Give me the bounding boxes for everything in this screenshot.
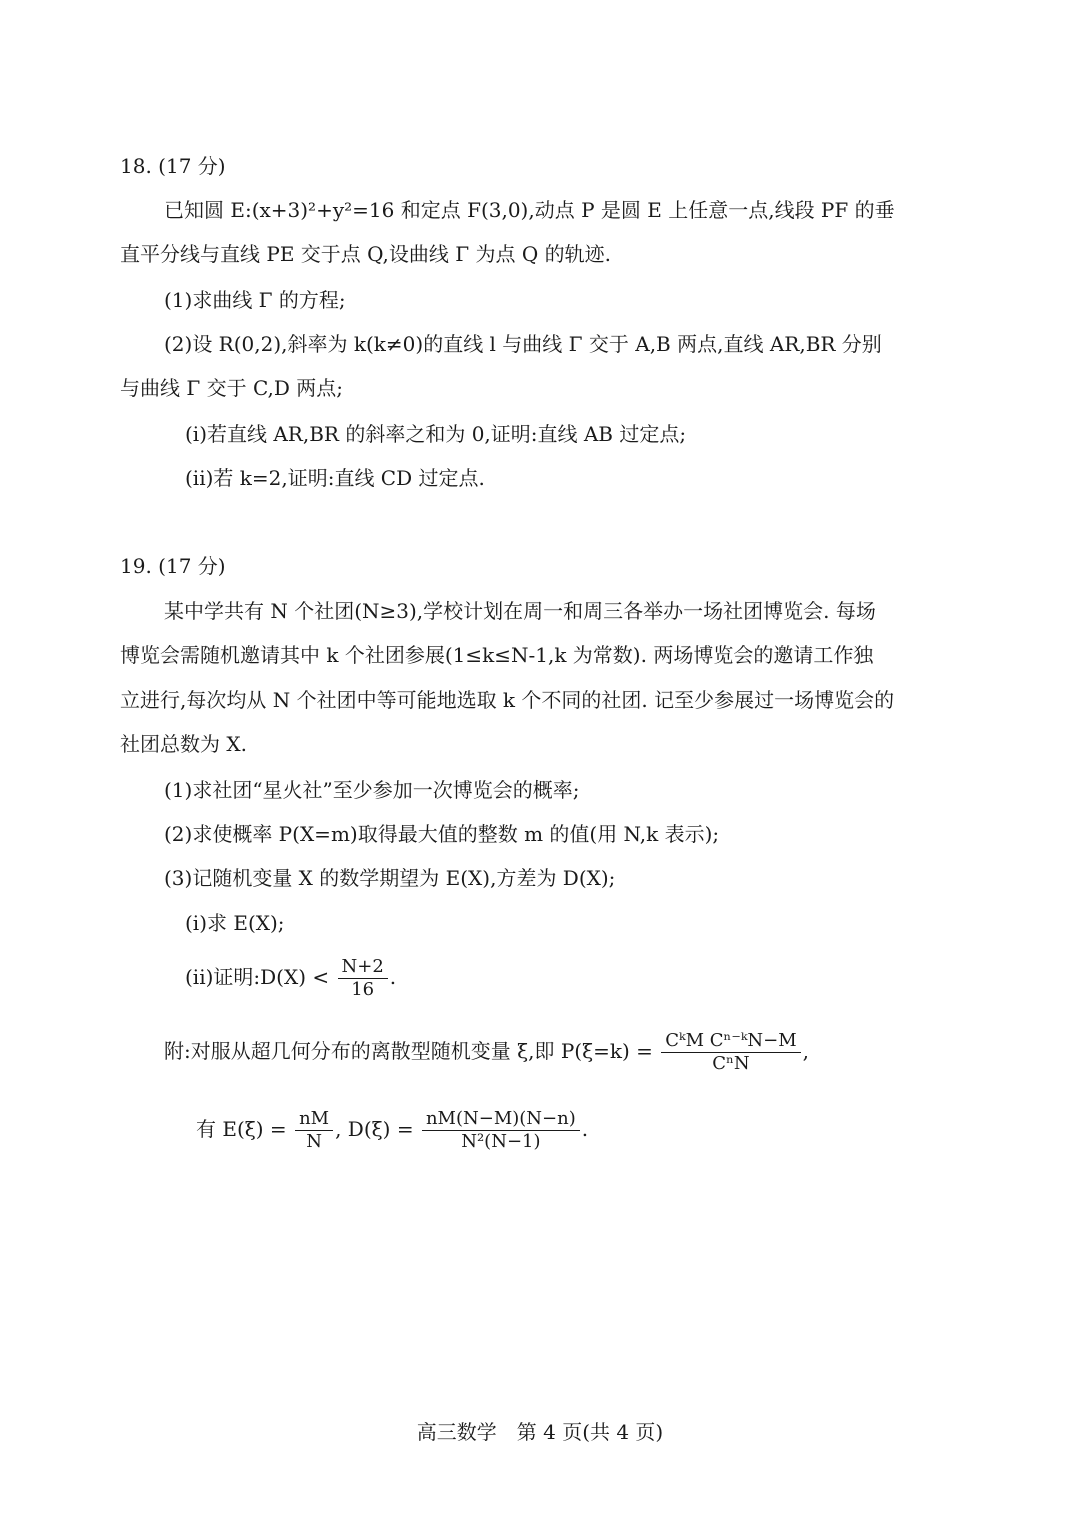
page-footer: 高三数学 第 4 页(共 4 页)	[416, 1420, 664, 1444]
fraction-numerator: nM(N−M)(N−n)	[422, 1108, 580, 1131]
q19-appendix-suffix: ,	[802, 1039, 810, 1063]
q19-appendix-prefix: 附:对服从超几何分布的离散型随机变量 ξ,即 P(ξ=k) =	[164, 1039, 653, 1063]
q19-appendix-fraction	[661, 1030, 800, 1075]
q19-formulas	[196, 1108, 588, 1153]
q19-part3-ii	[185, 956, 396, 1001]
q19-part1: (1)求社团“星火社”至少参加一次博览会的概率;	[164, 778, 580, 802]
q19-part2: (2)求使概率 P(X=m)取得最大值的整数 m 的值(用 N,k 表示);	[164, 822, 720, 846]
formula-suffix: .	[581, 1117, 589, 1141]
q19-part3-ii-prefix: (ii)证明:D(X) <	[185, 965, 330, 989]
q19-stem-line2: 博览会需随机邀请其中 k 个社团参展(1≤k≤N-1,k 为常数). 两场博览会的邀请工作独	[120, 643, 874, 667]
formula-mid: , D(ξ) =	[335, 1117, 414, 1141]
fraction-denominator: 16	[351, 979, 375, 1000]
q19-part3-ii-suffix: .	[389, 965, 397, 989]
q18-header: 18. (17 分)	[120, 154, 226, 178]
q19-part3-i: (i)求 E(X);	[185, 911, 285, 935]
q19-stem-line1: 某中学共有 N 个社团(N≥3),学校计划在周一和周三各举办一场社团博览会. 每场	[164, 599, 876, 623]
expectation-fraction	[295, 1108, 333, 1153]
q19-part3: (3)记随机变量 X 的数学期望为 E(X),方差为 D(X);	[164, 866, 616, 890]
fraction-numerator: nM	[295, 1108, 333, 1131]
variance-fraction	[422, 1108, 580, 1153]
formula-prefix: 有 E(ξ) =	[196, 1117, 287, 1141]
q18-part2-line2: 与曲线 Γ 交于 C,D 两点;	[120, 376, 344, 400]
q19-stem-line4: 社团总数为 X.	[120, 732, 247, 756]
q19-appendix	[164, 1030, 809, 1075]
q18-part1: (1)求曲线 Γ 的方程;	[164, 288, 346, 312]
fraction-denominator: N	[306, 1131, 322, 1152]
fraction-numerator: CᵏM Cⁿ⁻ᵏN−M	[661, 1030, 800, 1053]
q18-part2-i: (i)若直线 AR,BR 的斜率之和为 0,证明:直线 AB 过定点;	[185, 422, 687, 446]
q19-header: 19. (17 分)	[120, 554, 226, 578]
q18-stem-line2: 直平分线与直线 PE 交于点 Q,设曲线 Γ 为点 Q 的轨迹.	[120, 242, 611, 266]
q18-part2-ii: (ii)若 k=2,证明:直线 CD 过定点.	[185, 466, 485, 490]
q18-stem-line1: 已知圆 E:(x+3)²+y²=16 和定点 F(3,0),动点 P 是圆 E 上任意一点,线段 PF 的垂	[164, 198, 895, 222]
q19-stem-line3: 立进行,每次均从 N 个社团中等可能地选取 k 个不同的社团. 记至少参展过一场博览会的	[120, 688, 895, 712]
fraction-denominator: CⁿN	[712, 1053, 750, 1074]
q19-part3-ii-fraction	[338, 956, 388, 1001]
q18-part2-line1: (2)设 R(0,2),斜率为 k(k≠0)的直线 l 与曲线 Γ 交于 A,B 两点,直线 AR,BR 分别	[164, 332, 882, 356]
fraction-numerator: N+2	[338, 956, 388, 979]
fraction-denominator: N²(N−1)	[461, 1131, 541, 1152]
